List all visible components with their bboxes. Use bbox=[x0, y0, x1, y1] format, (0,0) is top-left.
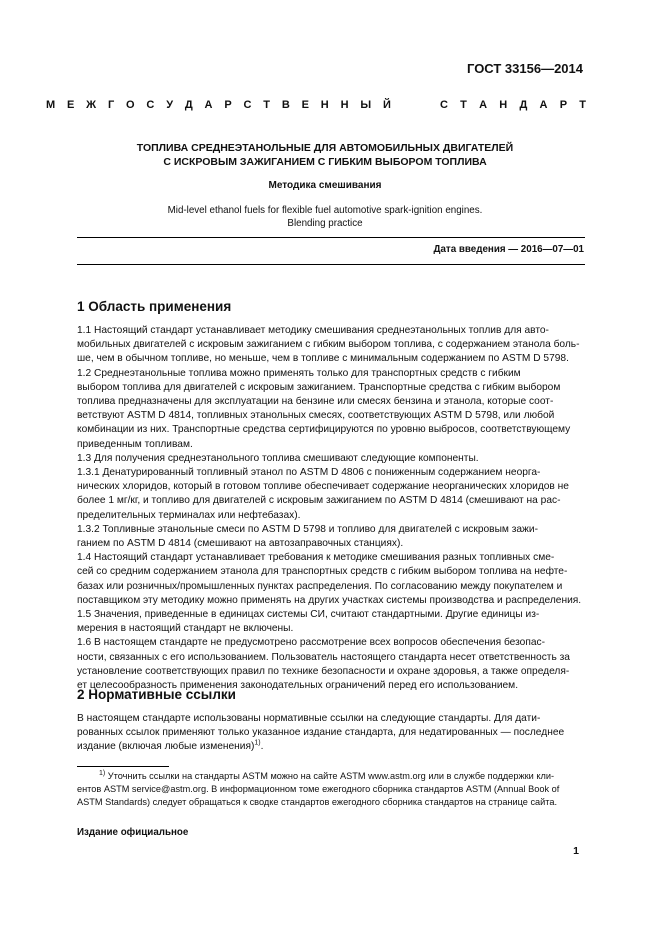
section-1-line: поставщиком эту методику можно применять на других участках системы производства и распределения. bbox=[77, 594, 582, 606]
banner-right: С Т А Н Д А Р Т bbox=[440, 99, 586, 111]
section-1-line: 1.6 В настоящем стандарте не предусмотрено рассмотрение всех вопросов обеспечения безопас- bbox=[77, 637, 546, 649]
section-1-line: ветствуют ASTM D 4814, топливных этанольных смесях, соответствующих ASTM D 5798, или любой bbox=[77, 410, 555, 422]
document-subtitle: Методика смешивания bbox=[268, 180, 382, 191]
section-1-line: мобильных двигателей с искровым зажиганием с гибким выбором топлива, с содержанием этанола боль- bbox=[77, 339, 580, 351]
section-2-body bbox=[77, 712, 585, 755]
section-1-line: топлива предназначены для эксплуатации на бензине или смесях бензина и этанола, которые соот- bbox=[77, 396, 554, 408]
standard-number: ГОСТ 33156—2014 bbox=[467, 61, 583, 76]
document-title bbox=[60, 141, 590, 169]
divider-bottom bbox=[77, 264, 585, 265]
section-1-line: 1.3 Для получения среднеэтанольного топлива смешивают следующие компоненты. bbox=[77, 452, 479, 464]
footnote-ref[interactable]: 1) bbox=[254, 740, 261, 748]
footnote-divider bbox=[77, 766, 169, 767]
section-1-line: 1.4 Настоящий стандарт устанавливает требования к методике смешивания разных топливных сме- bbox=[77, 552, 555, 564]
section-1-line: ности, связанных с его использованием. Пользователь настоящего стандарта несет ответственность за bbox=[77, 651, 570, 663]
section-1-line: 1.5 Значения, приведенные в единицах системы СИ, считают стандартными. Другие единицы из- bbox=[77, 609, 540, 621]
section-2-line: издание (включая любые изменения)$^{1)}$. bbox=[77, 740, 264, 753]
section-1-body bbox=[77, 324, 585, 693]
section-1-line: установление соответствующих правил по технике безопасности и охране здоровья, а также определя- bbox=[77, 665, 570, 677]
section-2-heading: 2 Нормативные ссылки bbox=[77, 687, 236, 702]
title-line-1: ТОПЛИВА СРЕДНЕЭТАНОЛЬНЫЕ ДЛЯ АВТОМОБИЛЬНЫХ ДВИГАТЕЛЕЙ bbox=[136, 142, 514, 154]
section-1-line: 1.2 Среднеэтанольные топлива можно применять только для транспортных средств с гибким bbox=[77, 367, 521, 379]
section-2-line: рованных ссылок применяют только указанное издание стандарта, для недатированных — последнее bbox=[77, 727, 565, 739]
section-1-line: мерения в настоящий стандарт не включены. bbox=[77, 623, 294, 635]
section-1-heading: 1 Область применения bbox=[77, 299, 232, 314]
introduction-date: Дата введения — 2016—07—01 bbox=[433, 244, 584, 255]
section-1-line: 1.1 Настоящий стандарт устанавливает методику смешивания среднеэтанольных топлив для авто- bbox=[77, 325, 549, 336]
footnote-line: ентов ASTM service@astm.org. В информационном томе ежегодного сборника стандартов ASTM (Annual Book of bbox=[77, 784, 560, 794]
section-1-line: пределительных терминалах или нефтебазах). bbox=[77, 509, 301, 521]
section-1-line: базах или розничных/промышленных пунктах распределения. По согласованию между покупателем и bbox=[77, 580, 563, 592]
section-2-line: В настоящем стандарте использованы нормативные ссылки на следующие стандарты. Для дати- bbox=[77, 713, 541, 724]
section-1-line: ше, чем в обычном топливе, но меньше, чем в топливе с минимальным содержанием по ASTM D 5798. bbox=[77, 353, 569, 365]
section-1-line: 1.3.1 Денатурированный топливный этанол по ASTM D 4806 с пониженным содержанием неорга- bbox=[77, 467, 541, 479]
english-title: Mid-level ethanol fuels for flexible fuel automotive spark-ignition engines. Blending practice bbox=[167, 205, 483, 229]
divider-top bbox=[77, 237, 585, 238]
page-number: 1 bbox=[573, 845, 579, 857]
title-line-2: С ИСКРОВЫМ ЗАЖИГАНИЕМ С ГИБКИМ ВЫБОРОМ ТОПЛИВА bbox=[163, 156, 487, 168]
footnote-line: ASTM Standards) следует обращаться к сводке стандартов ежегодного сборника стандартов на странице сайта. bbox=[77, 797, 558, 807]
section-1-line: ганием по ASTM D 4814 (смешивают на автозаправочных станциях). bbox=[77, 538, 404, 550]
footnote-marker: 1) bbox=[99, 769, 106, 777]
section-1-line: выбором топлива для двигателей с искровым зажиганием. Транспортные средства с гибким выбором bbox=[77, 381, 561, 393]
section-1-line: более 1 мг/кг, и топливо для двигателей с искровым зажиганием по ASTM D 4814 (смешивают на рас- bbox=[77, 495, 561, 507]
official-edition-label: Издание официальное bbox=[77, 827, 189, 838]
section-1-line: ет целесообразность применения законодательных ограничений перед его использованием. bbox=[77, 680, 519, 692]
interstate-standard-banner bbox=[46, 99, 586, 111]
footnote bbox=[77, 770, 585, 809]
banner-left: М Е Ж Г О С У Д А Р С Т В Е Н Н Ы Й bbox=[46, 99, 391, 111]
section-1-line: 1.3.2 Топливные этанольные смеси по ASTM D 5798 и топливо для двигателей с искровым зажи- bbox=[77, 523, 538, 535]
section-1-line: нических хлоридов, который в готовом топливе обеспечивает содержание неорганических хлоридов не bbox=[77, 481, 569, 493]
footnote-line: $^{1)}$ Уточнить ссылки на стандарты ASTM можно на сайте ASTM www.astm.org или в службе поддержки кли- bbox=[99, 769, 555, 781]
section-1-line: сей со средним содержанием этанола для транспортных средств с гибким выбором топлива на нефте- bbox=[77, 566, 568, 578]
section-1-line: приведенным топливам. bbox=[77, 438, 193, 450]
section-1-line: комбинации из них. Транспортные средства сертифицируются по уровню выбросов, соответствующему bbox=[77, 424, 571, 436]
